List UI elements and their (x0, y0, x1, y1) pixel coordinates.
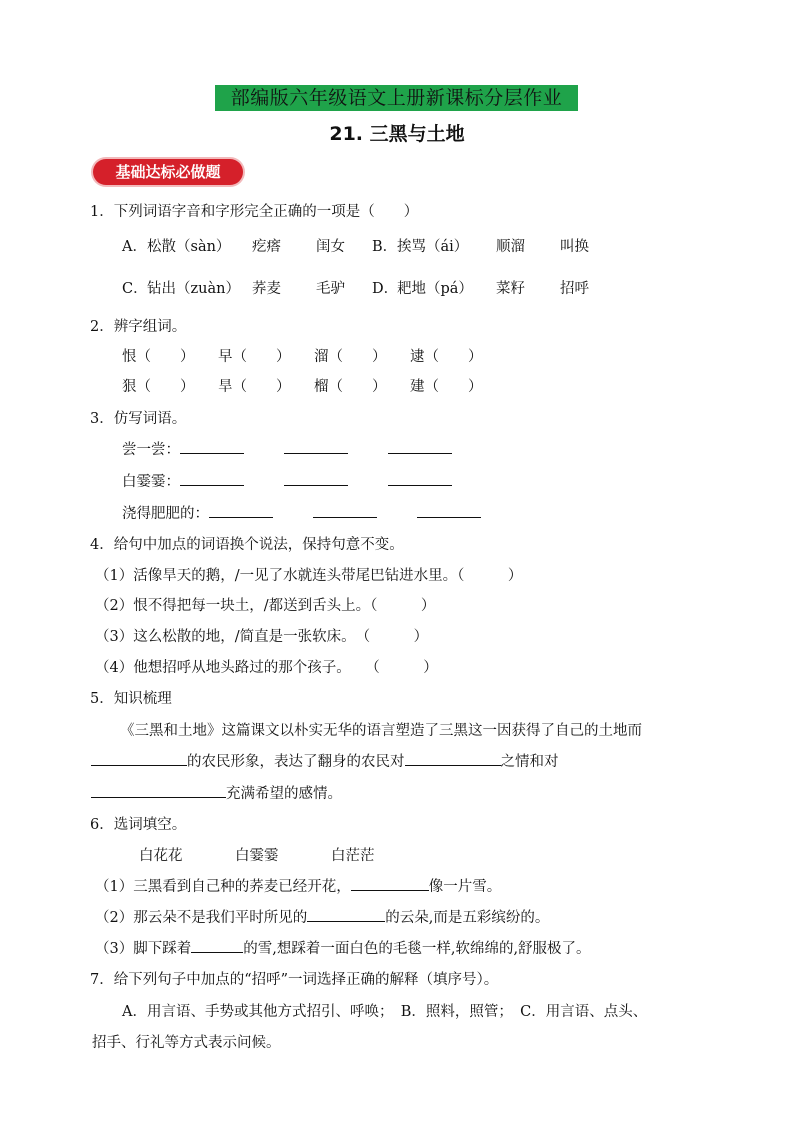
word-choice: 白霎霎 (235, 848, 279, 864)
word-pair-cell: 早（ ） (218, 349, 291, 365)
q5-line-2-end: 之情和对 (500, 754, 559, 770)
word-pair-cell: 榴（ ） (314, 379, 387, 395)
q5-line-3-end: 充满希望的感情。 (226, 786, 342, 802)
answer-blank[interactable] (388, 438, 452, 454)
answer-blank[interactable] (417, 502, 481, 518)
option-word: 疙瘩 (252, 239, 281, 255)
word-pair-cell: 建（ ） (410, 379, 483, 395)
option-word: 荞麦 (252, 281, 281, 297)
word-pair-cell: 狠（ ） (122, 379, 195, 395)
answer-blank[interactable] (388, 470, 452, 486)
q7-definitions-line-2: 招手、行礼等方式表示问候。 (92, 1035, 281, 1051)
q4-item: （1）活像旱天的鹅，/一见了水就连头带尾巴钻进水里。（ ） (95, 568, 523, 584)
word-pair-cell: 恨（ ） (122, 349, 195, 365)
word-pair-cell: 逮（ ） (410, 349, 483, 365)
question-2-stem: 2．辨字组词。 (90, 319, 187, 335)
answer-blank[interactable] (191, 937, 243, 953)
answer-blank[interactable] (313, 502, 377, 518)
word-choice: 白花花 (139, 848, 183, 864)
option-word: 钻出（zuàn） (147, 281, 240, 297)
q6-item (95, 875, 501, 896)
question-1-stem: 1．下列词语字音和字形完全正确的一项是（ ） (90, 204, 419, 220)
option-word: 叫换 (560, 239, 589, 255)
answer-blank[interactable] (307, 906, 385, 922)
option-word: 耙地（pá） (397, 281, 473, 297)
q6-item-text: 的雪,想踩着一面白色的毛毯一样,软绵绵的,舒服极了。 (243, 941, 591, 957)
word-choice: 白茫茫 (331, 848, 375, 864)
worksheet-banner: 部编版六年级语文上册新课标分层作业 (215, 85, 578, 111)
answer-blank[interactable] (284, 470, 348, 486)
answer-blank[interactable] (284, 438, 348, 454)
imitation-label: 白霎霎： (122, 474, 180, 490)
q5-line-2-text: 的农民形象，表达了翻身的农民对 (187, 754, 405, 770)
option-word: 松散（sàn） (147, 239, 231, 255)
option-word: 毛驴 (316, 281, 345, 297)
q7-definitions-line-1: A．用言语、手势或其他方式招引、呼唤； B．照料，照管； C．用言语、点头、 (122, 1004, 648, 1020)
imitation-label: 尝一尝： (122, 442, 180, 458)
word-pair-cell: 旱（ ） (218, 379, 291, 395)
answer-blank[interactable] (91, 782, 226, 798)
question-3-stem: 3．仿写词语。 (90, 411, 187, 427)
option-letter: B． (372, 239, 398, 255)
question-5-stem: 5．知识梳理 (90, 691, 172, 707)
q6-item (95, 906, 549, 927)
imitation-label: 浇得肥肥的： (122, 506, 209, 522)
option-letter: A． (122, 239, 147, 255)
option-word: 顺溜 (496, 239, 525, 255)
q5-line-2 (91, 750, 559, 771)
section-badge: 基础达标必做题 (93, 159, 243, 185)
answer-blank[interactable] (405, 750, 501, 766)
question-7-stem: 7．给下列句子中加点的“招呼”一词选择正确的解释（填序号）。 (90, 972, 499, 988)
question-6-stem: 6．选词填空。 (90, 817, 187, 833)
q6-item-text: （1）三黑看到自己种的荞麦已经开花， (95, 879, 351, 895)
lesson-title: 21. 三黑与土地 (329, 123, 465, 145)
option-word: 菜籽 (496, 281, 525, 297)
q6-item-text: 的云朵,而是五彩缤纷的。 (385, 910, 550, 926)
question-4-stem: 4．给句中加点的词语换个说法，保持句意不变。 (90, 537, 404, 553)
q4-item: （3）这么松散的地，/简直是一张软床。 （ ） (95, 629, 429, 645)
word-pair-cell: 溜（ ） (314, 349, 387, 365)
option-letter: C． (122, 281, 148, 297)
q4-item: （2）恨不得把每一块土，/都送到舌头上。（ ） (95, 598, 436, 614)
option-letter: D． (372, 281, 399, 297)
imitation-row (122, 470, 452, 491)
option-word: 闺女 (316, 239, 345, 255)
q5-line-1: 《三黑和土地》这篇课文以朴实无华的语言塑造了三黑这一因获得了自己的土地而 (120, 723, 642, 739)
answer-blank[interactable] (180, 470, 244, 486)
answer-blank[interactable] (351, 875, 429, 891)
answer-blank[interactable] (180, 438, 244, 454)
option-word: 招呼 (560, 281, 589, 297)
imitation-row (122, 502, 481, 523)
q6-item-text: （3）脚下踩着 (95, 941, 192, 957)
imitation-row (122, 438, 452, 459)
q6-item-text: 像一片雪。 (428, 879, 502, 895)
q5-line-3 (91, 782, 342, 803)
q4-item: （4）他想招呼从地头路过的那个孩子。 （ ） (95, 660, 438, 676)
q6-item (95, 937, 591, 958)
option-word: 挨骂（ái） (397, 239, 469, 255)
answer-blank[interactable] (91, 750, 187, 766)
answer-blank[interactable] (209, 502, 273, 518)
q6-item-text: （2）那云朵不是我们平时所见的 (95, 910, 308, 926)
